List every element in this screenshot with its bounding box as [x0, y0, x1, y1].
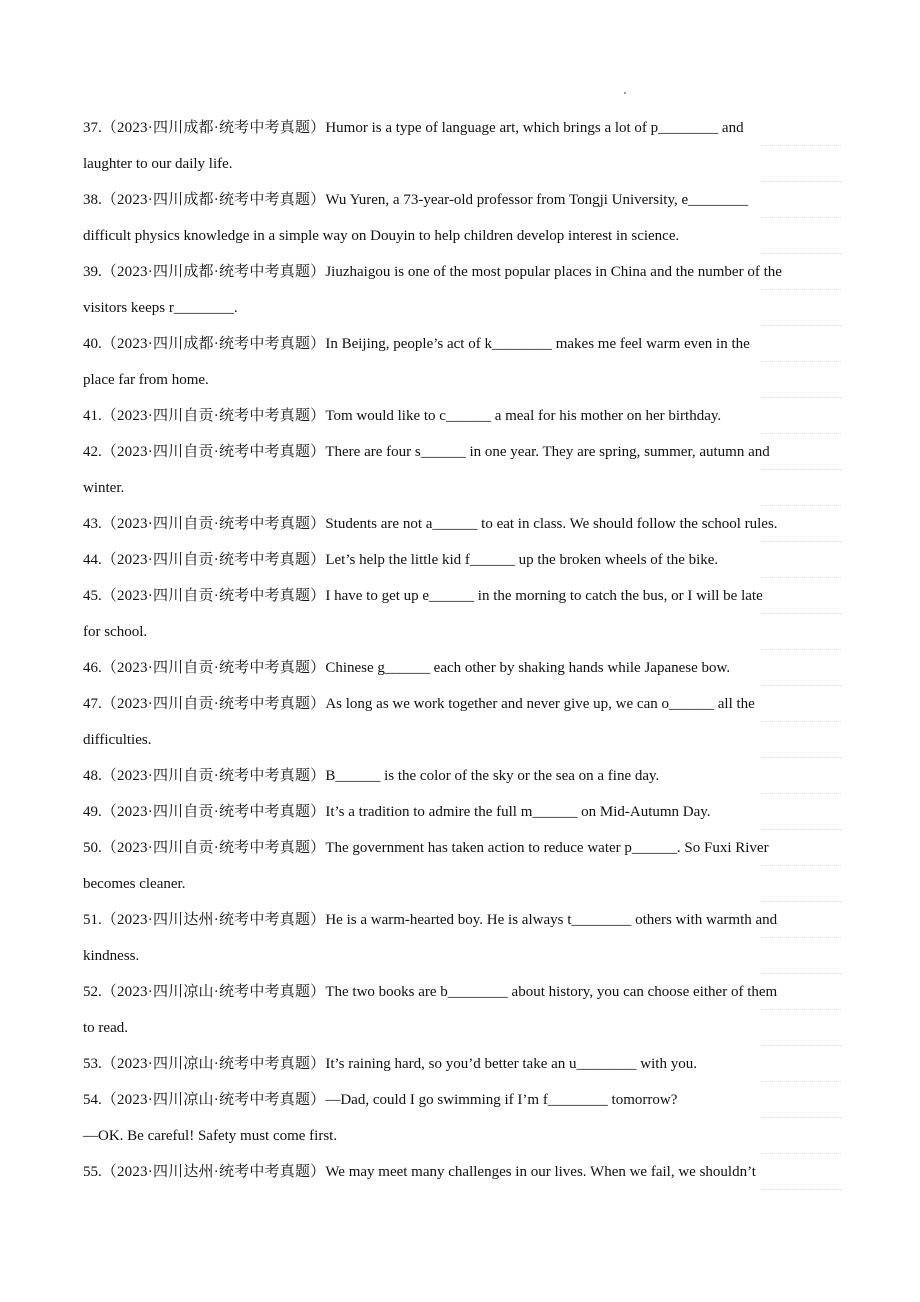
question-item [83, 398, 841, 434]
question-line [83, 722, 841, 758]
question-text: difficulties. [83, 732, 152, 748]
question-source: （2023·四川自贡·统考中考真题） [101, 588, 326, 604]
question-line [83, 578, 841, 614]
question-text: difficult physics knowledge in a simple way on Douyin to help children develop interest in science. [83, 228, 680, 244]
question-item [83, 686, 841, 758]
question-list [83, 110, 841, 1190]
question-text: Humor is a type of language art, which brings a lot of p________ and [325, 120, 744, 136]
question-number: 44. [83, 552, 102, 568]
question-line [83, 1154, 841, 1190]
question-number: 43. [83, 516, 102, 532]
question-number: 41. [83, 408, 102, 424]
question-source: （2023·四川自贡·统考中考真题） [101, 552, 326, 568]
question-line [83, 398, 841, 434]
question-line [83, 146, 841, 182]
question-line [83, 182, 841, 218]
question-source: （2023·四川成都·统考中考真题） [101, 120, 326, 136]
question-text: I have to get up e______ in the morning to catch the bus, or I will be late [325, 588, 763, 604]
question-item [83, 830, 841, 902]
question-number: 49. [83, 804, 102, 820]
question-text: It’s a tradition to admire the full m______ on Mid-Autumn Day. [325, 804, 711, 820]
question-line [83, 902, 841, 938]
question-text: for school. [83, 624, 148, 640]
question-item [83, 902, 841, 974]
question-text: As long as we work together and never give up, we can o______ all the [325, 696, 755, 712]
question-item [83, 110, 841, 182]
question-item [83, 182, 841, 254]
question-line [83, 758, 841, 794]
question-text: We may meet many challenges in our lives. When we fail, we shouldn’t [325, 1164, 756, 1180]
question-source: （2023·四川自贡·统考中考真题） [101, 840, 326, 856]
question-text: place far from home. [83, 372, 209, 388]
question-number: 52. [83, 984, 102, 1000]
question-item [83, 326, 841, 398]
question-line [83, 794, 841, 830]
question-text: Tom would like to c______ a meal for his mother on her birthday. [325, 408, 722, 424]
question-line [83, 290, 841, 326]
question-text: The government has taken action to reduce water p______. So Fuxi River [325, 840, 769, 856]
question-source: （2023·四川自贡·统考中考真题） [101, 660, 326, 676]
question-item [83, 506, 841, 542]
question-number: 55. [83, 1164, 102, 1180]
question-number: 40. [83, 336, 102, 352]
question-line [83, 1118, 841, 1154]
question-number: 51. [83, 912, 102, 928]
question-number: 38. [83, 192, 102, 208]
question-text: winter. [83, 480, 125, 496]
question-item [83, 434, 841, 506]
question-item [83, 254, 841, 326]
question-number: 47. [83, 696, 102, 712]
question-line [83, 1010, 841, 1046]
question-text: kindness. [83, 948, 140, 964]
question-text: to read. [83, 1020, 128, 1036]
question-line [83, 506, 841, 542]
question-source: （2023·四川自贡·统考中考真题） [101, 804, 326, 820]
question-number: 39. [83, 264, 102, 280]
question-line [83, 1046, 841, 1082]
question-line [83, 650, 841, 686]
question-item [83, 758, 841, 794]
question-source: （2023·四川达州·统考中考真题） [101, 1164, 326, 1180]
question-number: 45. [83, 588, 102, 604]
question-source: （2023·四川自贡·统考中考真题） [101, 444, 326, 460]
question-text: It’s raining hard, so you’d better take an u________ with you. [325, 1056, 697, 1072]
question-source: （2023·四川自贡·统考中考真题） [101, 516, 326, 532]
question-item [83, 578, 841, 650]
question-source: （2023·四川自贡·统考中考真题） [101, 696, 326, 712]
question-text: Students are not a______ to eat in class. We should follow the school rules. [325, 516, 778, 532]
question-item [83, 974, 841, 1046]
question-line [83, 110, 841, 146]
question-text: —OK. Be careful! Safety must come first. [83, 1128, 338, 1144]
question-source: （2023·四川成都·统考中考真题） [101, 264, 326, 280]
question-text: visitors keeps r________. [83, 300, 238, 316]
question-text: —Dad, could I go swimming if I’m f________ tomorrow? [325, 1092, 678, 1108]
question-number: 53. [83, 1056, 102, 1072]
question-source: （2023·四川成都·统考中考真题） [101, 192, 326, 208]
question-source: （2023·四川自贡·统考中考真题） [101, 768, 326, 784]
question-text: Jiuzhaigou is one of the most popular places in China and the number of the [325, 264, 782, 280]
question-text: Chinese g______ each other by shaking hands while Japanese bow. [325, 660, 731, 676]
question-text: becomes cleaner. [83, 876, 186, 892]
question-source: （2023·四川成都·统考中考真题） [101, 336, 326, 352]
question-line [83, 614, 841, 650]
question-item [83, 542, 841, 578]
question-item [83, 1082, 841, 1154]
question-line [83, 866, 841, 902]
question-text: In Beijing, people’s act of k________ makes me feel warm even in the [325, 336, 750, 352]
question-line [83, 254, 841, 290]
question-text: B______ is the color of the sky or the sea on a fine day. [325, 768, 660, 784]
question-source: （2023·四川自贡·统考中考真题） [101, 408, 326, 424]
question-number: 42. [83, 444, 102, 460]
question-number: 37. [83, 120, 102, 136]
question-line [83, 542, 841, 578]
question-line [83, 1082, 841, 1118]
question-item [83, 1046, 841, 1082]
question-text: There are four s______ in one year. They are spring, summer, autumn and [325, 444, 770, 460]
question-source: （2023·四川凉山·统考中考真题） [101, 1092, 326, 1108]
question-line [83, 326, 841, 362]
question-line [83, 362, 841, 398]
question-source: （2023·四川凉山·统考中考真题） [101, 984, 326, 1000]
question-item [83, 650, 841, 686]
question-line [83, 218, 841, 254]
question-line [83, 830, 841, 866]
question-line [83, 470, 841, 506]
question-number: 46. [83, 660, 102, 676]
question-text: He is a warm-hearted boy. He is always t________ others with warmth and [325, 912, 778, 928]
question-line [83, 686, 841, 722]
question-text: Wu Yuren, a 73-year-old professor from Tongji University, e________ [325, 192, 749, 208]
question-item [83, 794, 841, 830]
question-line [83, 974, 841, 1010]
page-mark [624, 92, 626, 94]
question-text: laughter to our daily life. [83, 156, 233, 172]
question-number: 54. [83, 1092, 102, 1108]
question-source: （2023·四川凉山·统考中考真题） [101, 1056, 326, 1072]
question-line [83, 434, 841, 470]
question-line [83, 938, 841, 974]
question-text: The two books are b________ about history, you can choose either of them [325, 984, 778, 1000]
question-item [83, 1154, 841, 1190]
question-text: Let’s help the little kid f______ up the broken wheels of the bike. [325, 552, 719, 568]
question-number: 48. [83, 768, 102, 784]
question-number: 50. [83, 840, 102, 856]
question-source: （2023·四川达州·统考中考真题） [101, 912, 326, 928]
